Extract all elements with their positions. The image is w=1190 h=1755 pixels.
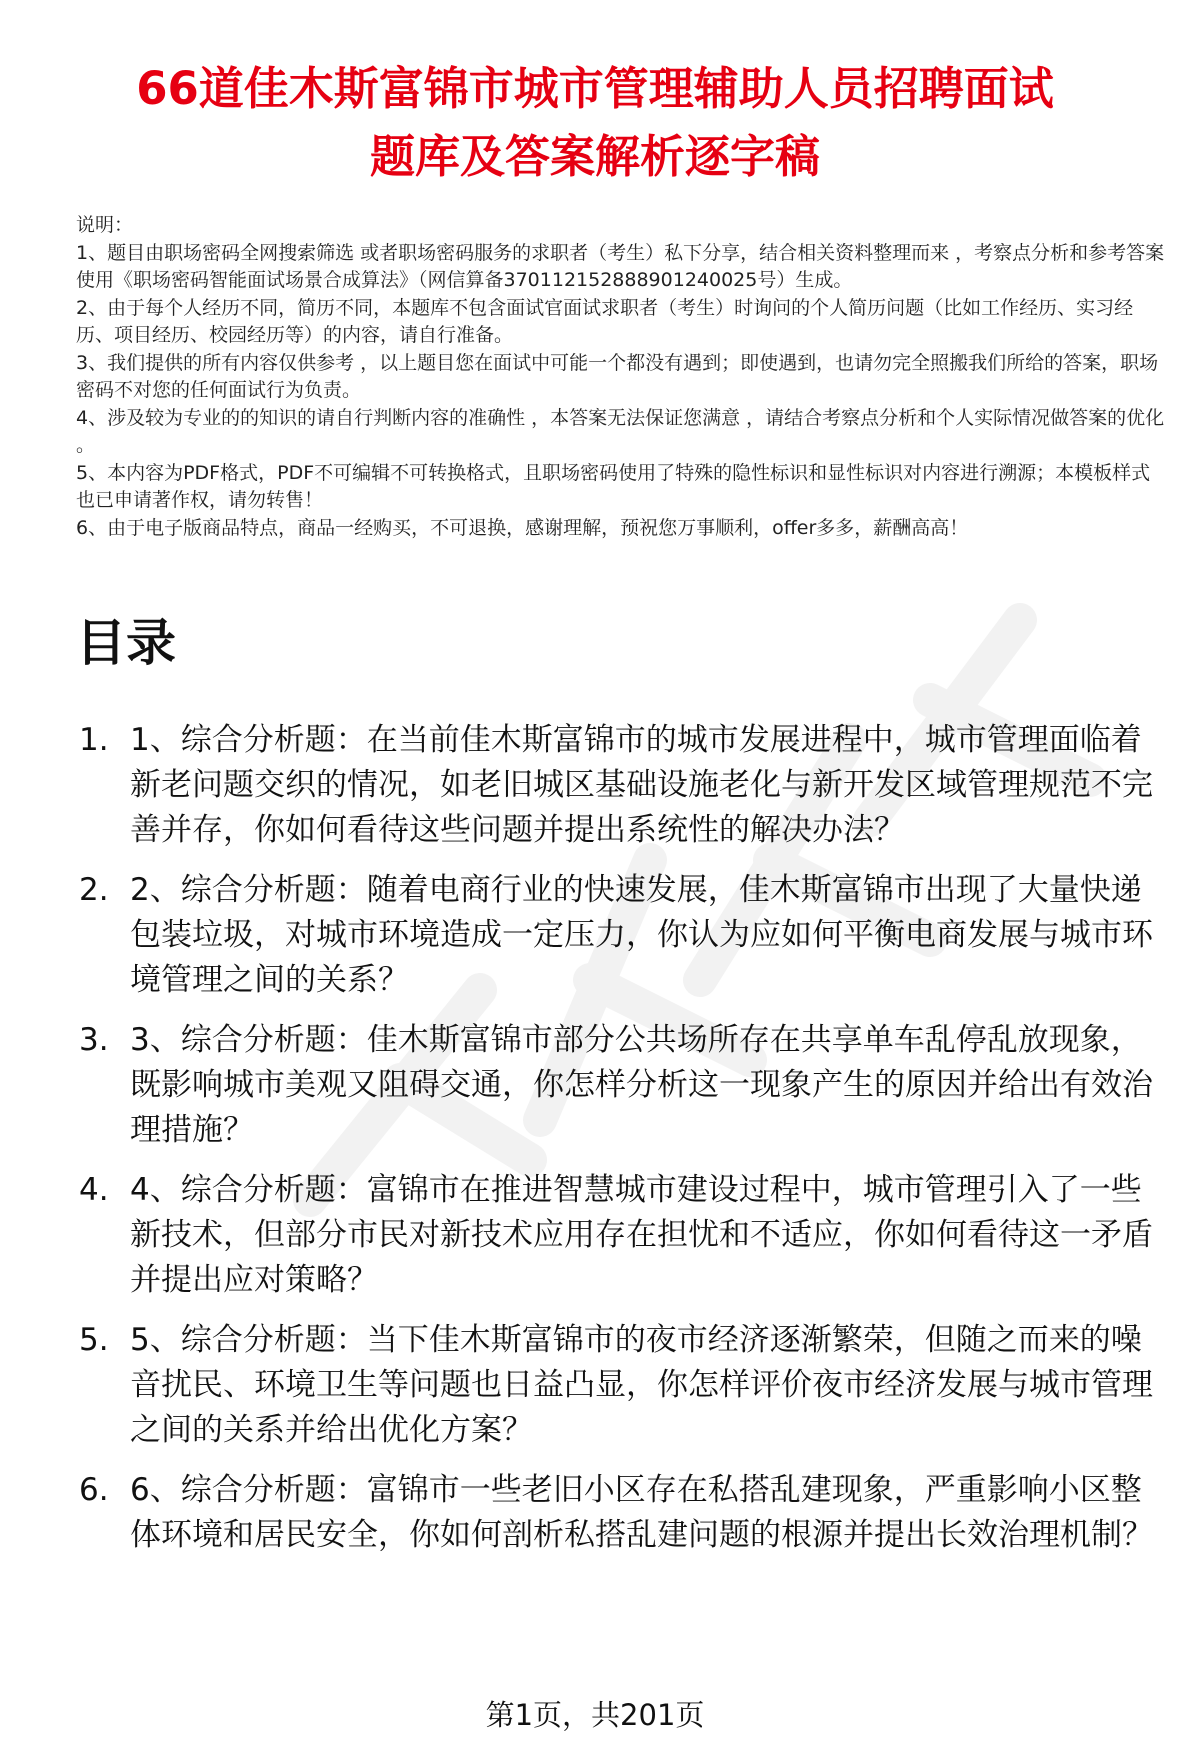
toc-item-text: 2、综合分析题：随着电商行业的快速发展，佳木斯富锦市出现了大量快递包装垃圾，对城市环境造成一定压力，你认为应如何平衡电商发展与城市环境管理之间的关系？ [130, 872, 1153, 998]
toc-item-number: 4. [79, 1172, 109, 1208]
instruction-item: 4、涉及较为专业的的知识的请自行判断内容的准确性 ，本答案无法保证您满意 ，请结合考察点分析和个人实际情况做答案的优化 。 [76, 406, 1165, 456]
toc-item-text: 5、综合分析题：当下佳木斯富锦市的夜市经济逐渐繁荣，但随之而来的噪音扰民、环境卫生等问题也日益凸显，你怎样评价夜市经济发展与城市管理之间的关系并给出优化方案？ [130, 1322, 1153, 1448]
toc-list [76, 718, 1170, 1573]
instructions-block [76, 212, 1166, 542]
toc-item[interactable] [76, 868, 1170, 1003]
title-line-2: 题库及答案解析逐字稿 [369, 130, 820, 183]
toc-item[interactable] [76, 1018, 1170, 1153]
document-title [60, 55, 1130, 191]
instruction-item: 3、我们提供的所有内容仅供参考 ，以上题目您在面试中可能一个都没有遇到；即使遇到，也请勿完全照搬我们所给的答案，职场密码不对您的任何面试行为负责。 [76, 351, 1159, 401]
instruction-item: 6、由于电子版商品特点，商品一经购买，不可退换，感谢理解，预祝您万事顺利，offer多多，薪酬高高！ [76, 516, 969, 539]
instructions-heading: 说明： [76, 214, 134, 236]
toc-item[interactable] [76, 1168, 1170, 1303]
toc-item-text: 3、综合分析题：佳木斯富锦市部分公共场所存在共享单车乱停乱放现象，既影响城市美观又阻碍交通，你怎样分析这一现象产生的原因并给出有效治理措施？ [130, 1022, 1153, 1148]
toc-item-number: 1. [79, 722, 109, 758]
toc-heading: 目录 [76, 614, 176, 672]
toc-item-number: 6. [79, 1472, 109, 1508]
toc-item[interactable] [76, 1468, 1170, 1558]
title-line-1: 66道佳木斯富锦市城市管理辅助人员招聘面试 [136, 62, 1054, 115]
toc-item-text: 4、综合分析题：富锦市在推进智慧城市建设过程中，城市管理引入了一些新技术，但部分市民对新技术应用存在担忧和不适应，你如何看待这一矛盾并提出应对策略？ [130, 1172, 1153, 1298]
toc-item-text: 6、综合分析题：富锦市一些老旧小区存在私搭乱建现象，严重影响小区整体环境和居民安全，你如何剖析私搭乱建问题的根源并提出长效治理机制？ [130, 1472, 1153, 1553]
page-number-footer: 第1页，共201页 [485, 1698, 705, 1732]
toc-item[interactable] [76, 718, 1170, 853]
toc-item-number: 2. [79, 872, 109, 908]
toc-item-text: 1、综合分析题：在当前佳木斯富锦市的城市发展进程中，城市管理面临着新老问题交织的情况，如老旧城区基础设施老化与新开发区域管理规范不完善并存，你如何看待这些问题并提出系统性的解决办法？ [130, 722, 1153, 848]
instruction-item: 5、本内容为PDF格式，PDF不可编辑不可转换格式，且职场密码使用了特殊的隐性标识和显性标识对内容进行溯源；本模板样式也已申请著作权，请勿转售！ [76, 461, 1151, 511]
toc-item-number: 5. [79, 1322, 109, 1358]
toc-item[interactable] [76, 1318, 1170, 1453]
instruction-item: 2、由于每个人经历不同，简历不同，本题库不包含面试官面试求职者（考生）时询问的个人简历问题（比如工作经历、实习经历、项目经历、校园经历等）的内容，请自行准备。 [76, 296, 1134, 346]
instruction-item: 1、题目由职场密码全网搜索筛选 或者职场密码服务的求职者（考生）私下分享，结合相关资料整理而来 ，考察点分析和参考答案使用《职场密码智能面试场景合成算法》（网信算备370112152888901240025号）生成。 [76, 241, 1165, 291]
toc-item-number: 3. [79, 1022, 109, 1058]
